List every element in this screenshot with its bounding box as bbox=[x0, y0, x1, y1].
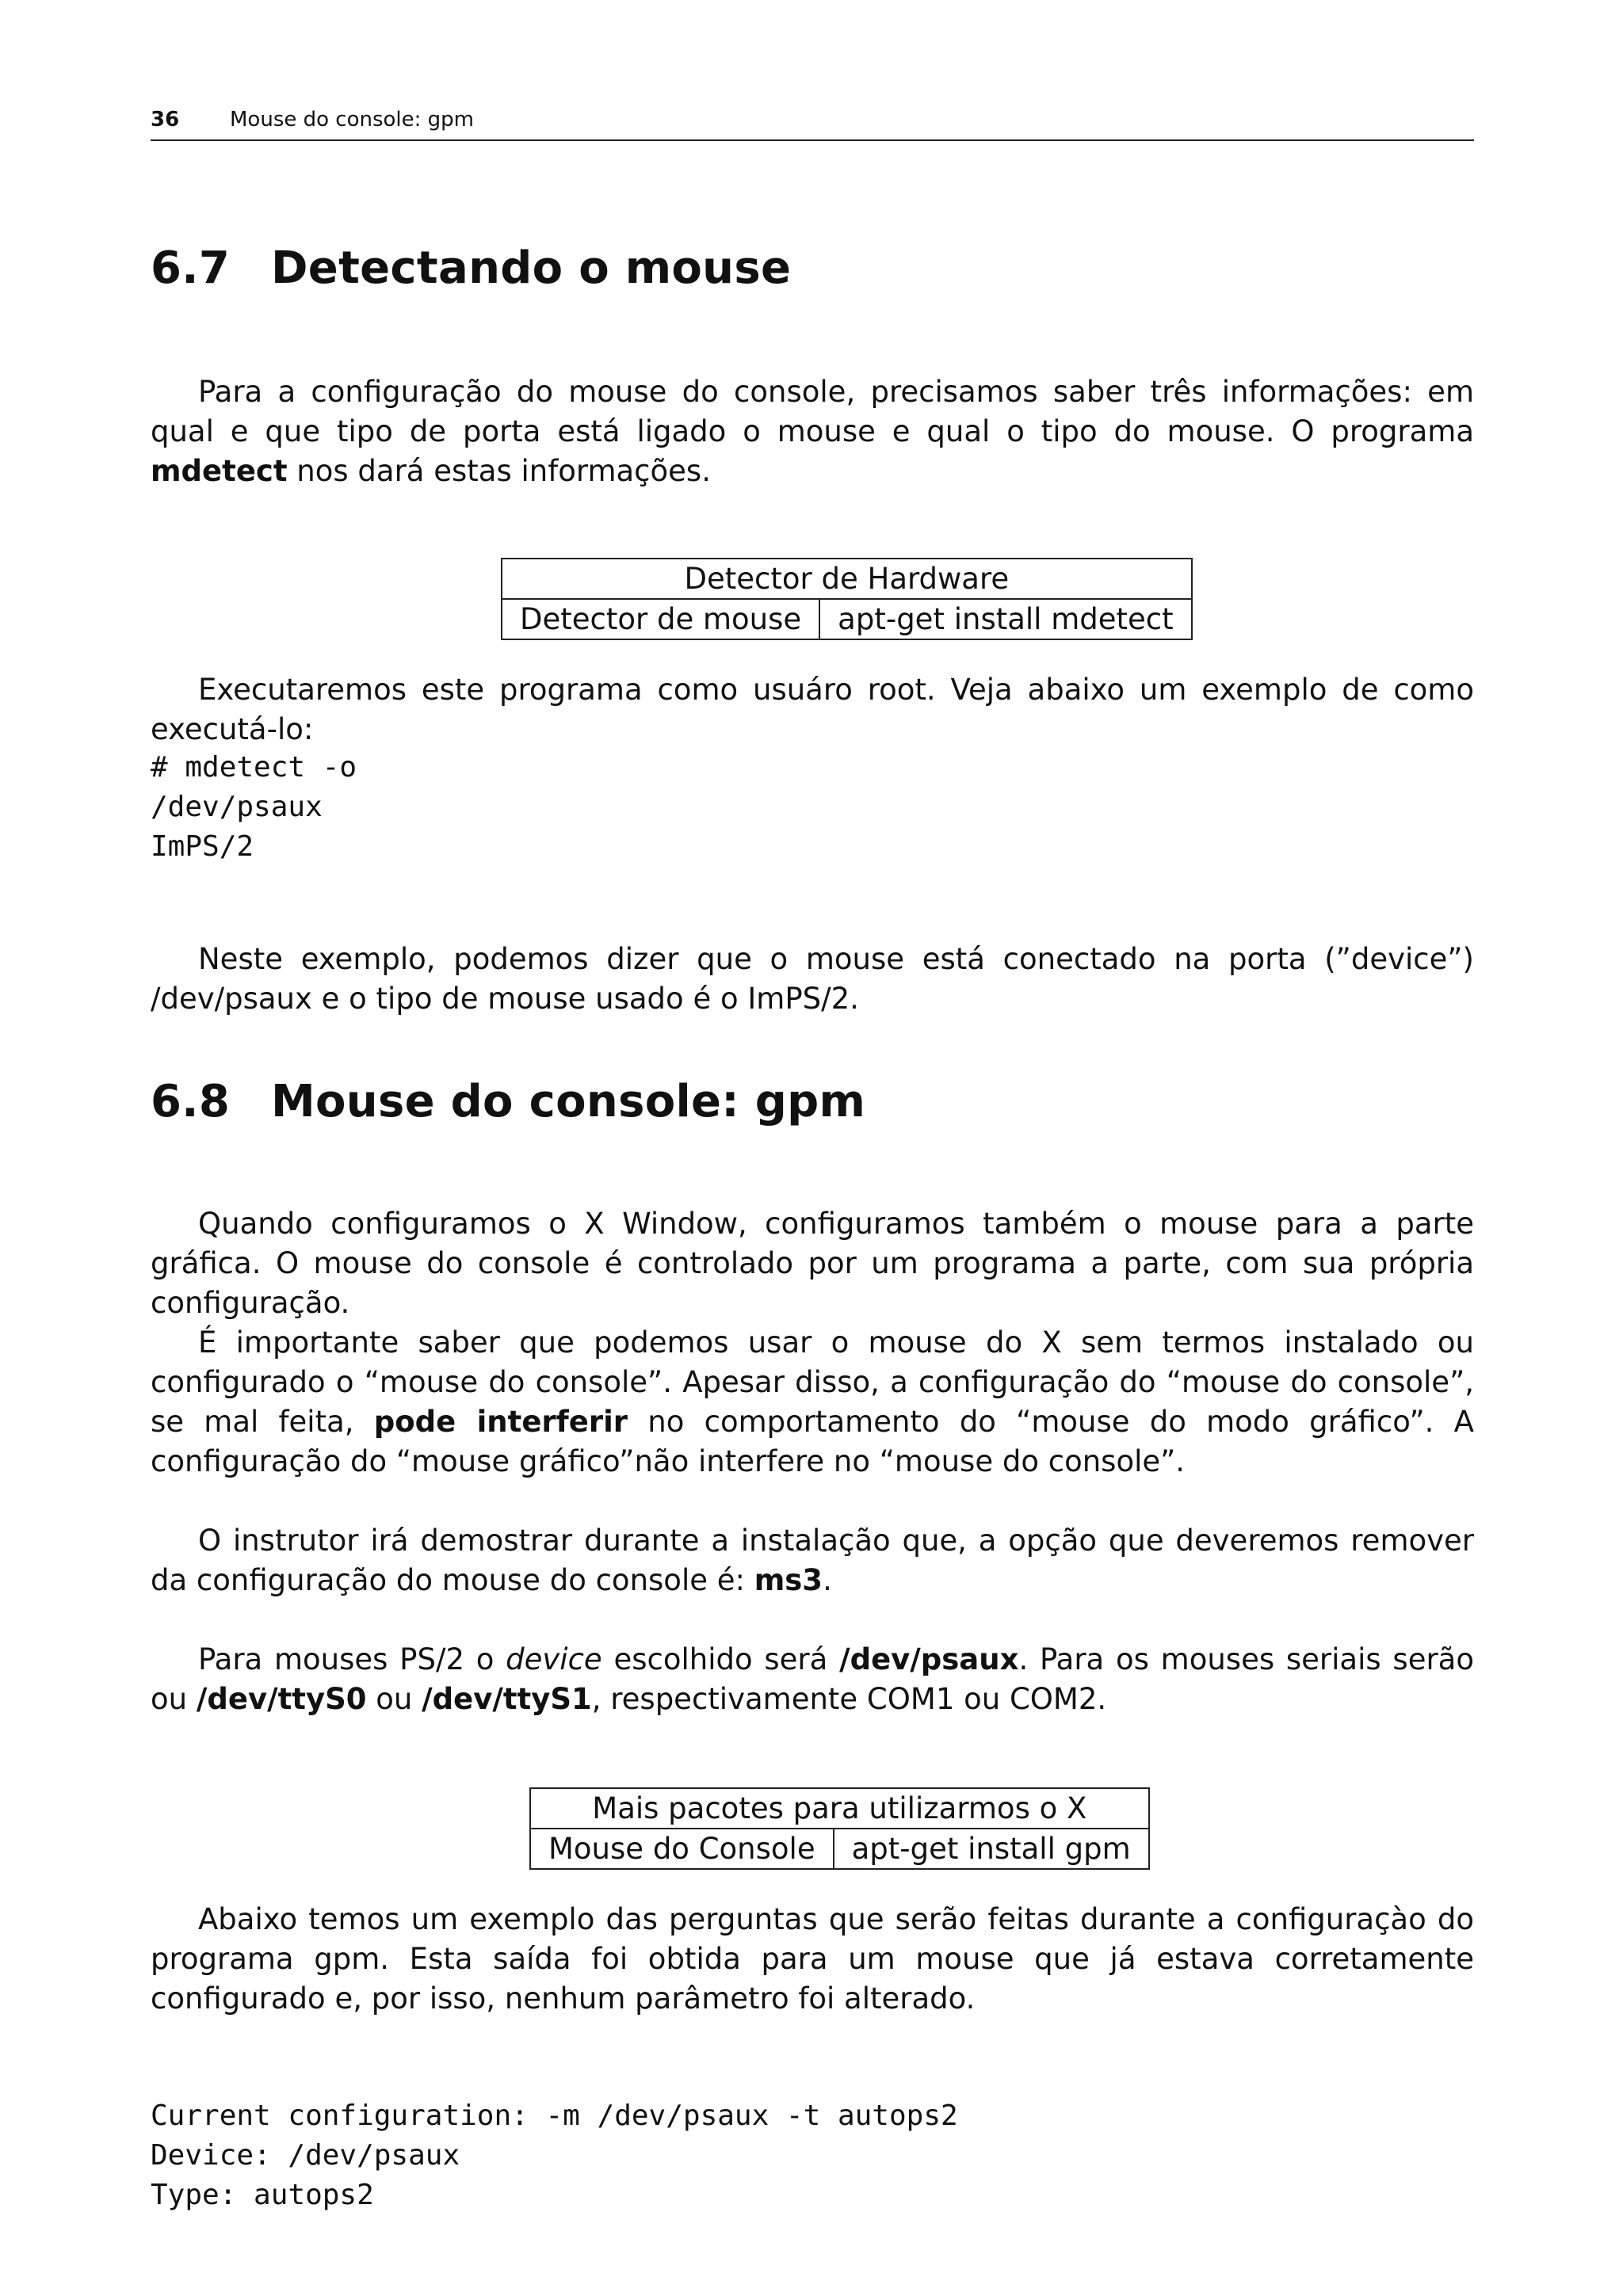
code-line: ImPS/2 bbox=[151, 830, 254, 863]
paragraph-intro: Para a configuração do mouse do console, precisamos saber três informações: em qual e que tipo de porta está ligado o mouse e qual o tipo do mouse. O programa mdetect nos dará estas informações. bbox=[151, 375, 1474, 488]
paragraph-x-window: Quando configuramos o X Window, configuramos também o mouse para a parte gráfica. O mouse do console é controlado por um programa a parte, com sua própria configuração. bbox=[151, 1207, 1474, 1320]
paragraph-run: Executaremos este programa como usuáro root. Veja abaixo um exemplo de como executá-lo: bbox=[151, 673, 1474, 746]
section-number: 6.7 bbox=[151, 242, 231, 294]
table-cell-label: Detector de mouse bbox=[502, 599, 819, 639]
code-block-gpm bbox=[151, 2096, 958, 2215]
section-heading-6-7 bbox=[151, 242, 791, 294]
code-line: Current configuration: -m /dev/psaux -t autops2 bbox=[151, 2100, 958, 2132]
code-line: Type: autops2 bbox=[151, 2179, 374, 2211]
packages-table bbox=[529, 1787, 1150, 1870]
code-line: Device: /dev/psaux bbox=[151, 2139, 460, 2172]
hardware-detector-table bbox=[501, 558, 1193, 640]
table-header: Detector de Hardware bbox=[502, 559, 1192, 599]
paragraph-gpm-example: Abaixo temos um exemplo das perguntas que serão feitas durante a configuraçào do programa gpm. Esta saída foi obtida para um mouse que já estava corretamente configurado e, por isso, nenhum parâmetro foi alterado. bbox=[151, 1902, 1474, 2016]
table-cell-value: apt-get install gpm bbox=[834, 1829, 1149, 1869]
section-number: 6.8 bbox=[151, 1076, 231, 1127]
table-cell-value: apt-get install mdetect bbox=[819, 599, 1191, 639]
table-cell-label: Mouse do Console bbox=[530, 1829, 834, 1869]
table-header: Mais pacotes para utilizarmos o X bbox=[530, 1788, 1149, 1829]
running-header bbox=[151, 105, 1474, 141]
program-name: mdetect bbox=[151, 454, 288, 488]
code-line: # mdetect -o bbox=[151, 751, 357, 784]
paragraph-devices: Para mouses PS/2 o device escolhido será /dev/psaux. Para os mouses seriais serão ou /dev/ttyS0 ou /dev/ttyS1, respectivamente COM1 ou COM2. bbox=[151, 1642, 1474, 1716]
page-number: 36 bbox=[151, 108, 180, 132]
section-title-text: Detectando o mouse bbox=[271, 242, 792, 294]
code-block-mdetect bbox=[151, 748, 357, 867]
paragraph-instrutor: O instrutor irá demostrar durante a instalação que, a opção que deveremos remover da configuração do mouse do console é: ms3. bbox=[151, 1524, 1474, 1597]
code-line: /dev/psaux bbox=[151, 791, 323, 823]
paragraph-example: Neste exemplo, podemos dizer que o mouse está conectado na porta (”device”) /dev/psaux e o tipo de mouse usado é o ImPS/2. bbox=[151, 942, 1474, 1016]
paragraph-importante: É importante saber que podemos usar o mouse do X sem termos instalado ou configurado o “mouse do console”. Apesar disso, a configuração do “mouse do console”, se mal feita, pode interferir no comportamento do “mouse do modo gráfico”. A configuração do “mouse gráfico”não interfere no “mouse do console”. bbox=[151, 1325, 1474, 1478]
chapter-title: Mouse do console: gpm bbox=[230, 108, 475, 132]
section-heading-6-8 bbox=[151, 1076, 865, 1127]
section-title-text: Mouse do console: gpm bbox=[271, 1076, 866, 1127]
